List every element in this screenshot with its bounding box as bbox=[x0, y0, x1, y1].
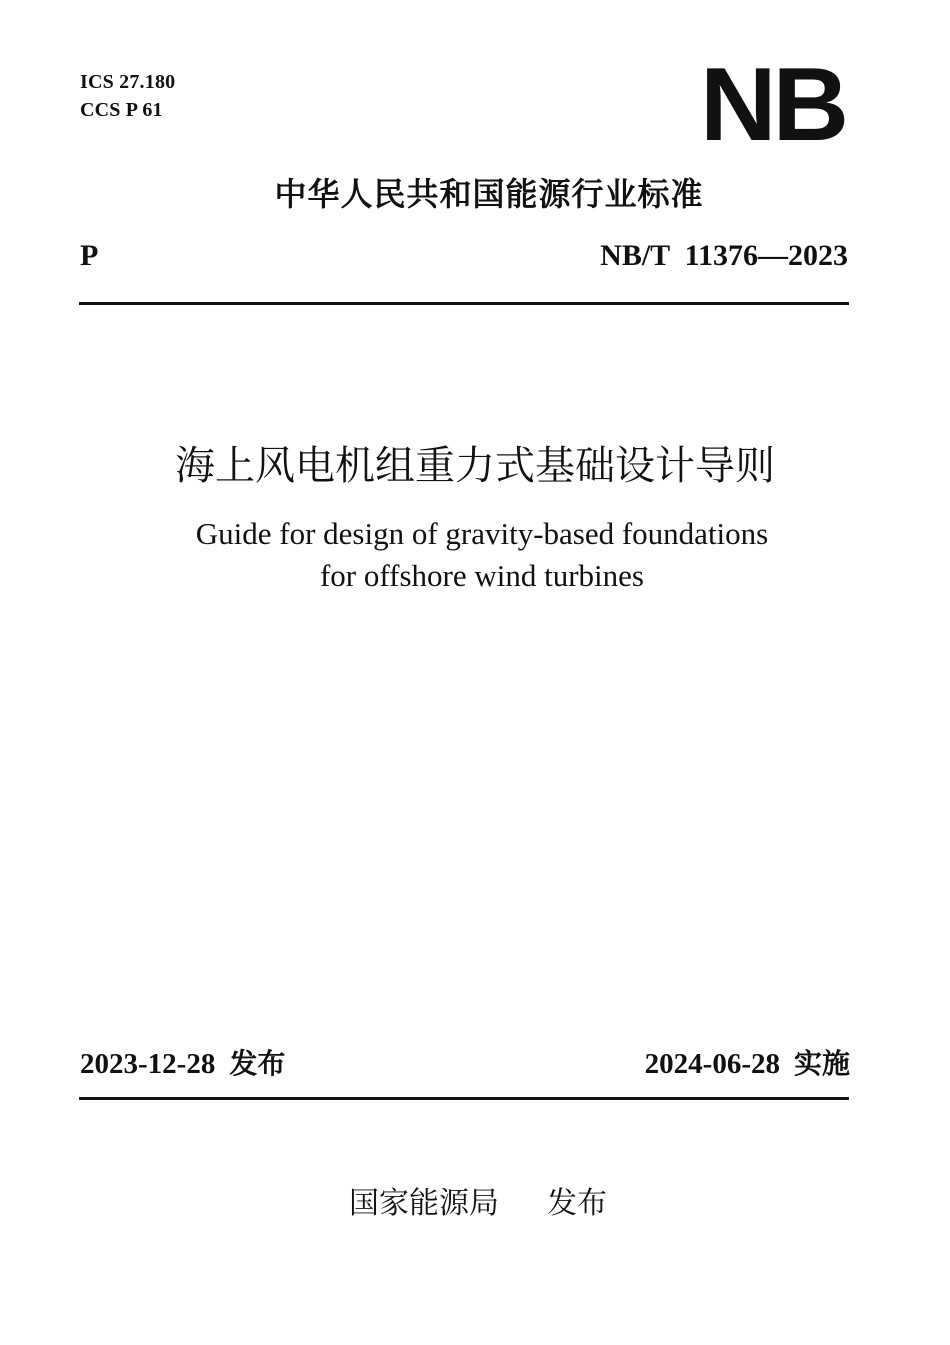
ccs-code: CCS P 61 bbox=[80, 99, 163, 121]
issue-date-block bbox=[80, 1044, 285, 1084]
issue-date: 2023-12-28 bbox=[80, 1048, 216, 1080]
publisher-action: 发布 bbox=[547, 1186, 607, 1221]
ics-code: ICS 27.180 bbox=[80, 71, 176, 93]
publisher-block bbox=[0, 1182, 950, 1226]
publisher-name: 国家能源局 bbox=[349, 1186, 499, 1221]
title-chinese: 海上风电机组重力式基础设计导则 bbox=[175, 443, 775, 489]
classification-code: P bbox=[80, 239, 99, 272]
standard-category: 中华人民共和国能源行业标准 bbox=[274, 175, 704, 213]
issue-label: 发布 bbox=[229, 1047, 286, 1080]
bottom-divider bbox=[79, 1097, 849, 1100]
top-divider bbox=[79, 302, 849, 305]
standard-number: NB/T 11376—2023 bbox=[600, 239, 848, 272]
implementation-date-block bbox=[645, 1044, 850, 1084]
implementation-date: 2024-06-28 bbox=[644, 1048, 780, 1080]
nb-logo: NB bbox=[700, 47, 846, 163]
implementation-label: 实施 bbox=[793, 1047, 850, 1080]
title-english-line-1: Guide for design of gravity-based foundations bbox=[195, 516, 769, 551]
title-english-line-2: for offshore wind turbines bbox=[319, 558, 644, 593]
